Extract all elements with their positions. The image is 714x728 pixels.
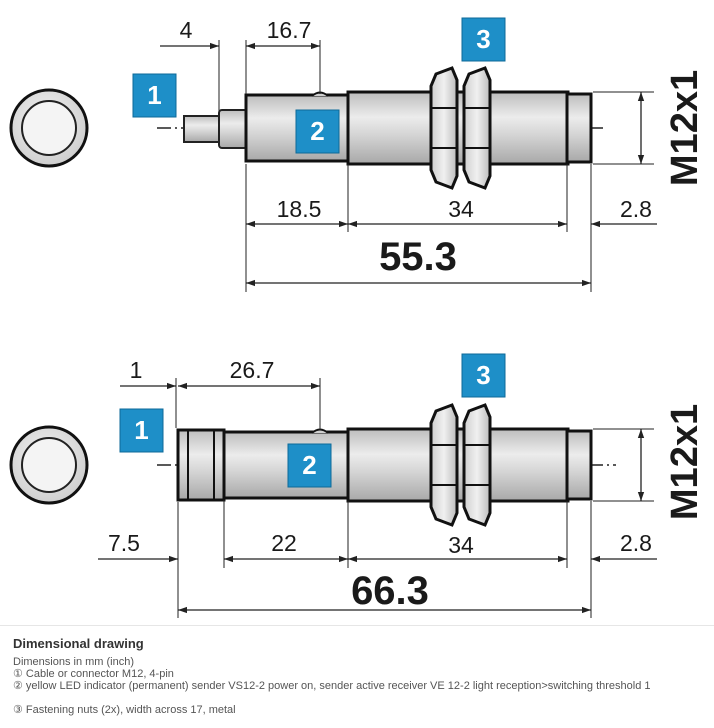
bottom-dim-front-len: 2.8 bbox=[620, 530, 652, 556]
bottom-connector bbox=[178, 430, 224, 500]
top-thread-label: M12x1 bbox=[664, 69, 706, 187]
caption-item-led: ② yellow LED indicator (permanent) sender VS12-2 power on, sender active receiver VE 12-2 light reception>switching threshold 1 bbox=[13, 680, 651, 692]
bottom-led-window bbox=[312, 430, 328, 434]
caption-item-nuts: ③ Fastening nuts (2x), width across 17, metal bbox=[13, 704, 236, 716]
bottom-dim-connector-len: 7.5 bbox=[108, 530, 140, 556]
bottom-badge-nuts bbox=[462, 354, 505, 397]
top-dim-body-rear: 18.5 bbox=[276, 196, 322, 222]
top-dim-pin-len: 4 bbox=[179, 17, 193, 43]
bottom-dim-rear-gap: 1 bbox=[129, 357, 143, 383]
bottom-front-cap bbox=[567, 431, 591, 499]
top-badge-cable bbox=[133, 74, 176, 117]
top-front-cap bbox=[567, 94, 591, 162]
svg-text:2: 2 bbox=[310, 116, 325, 146]
bottom-badge-led bbox=[288, 444, 331, 487]
bottom-dim-body-rear: 22 bbox=[271, 530, 297, 556]
bottom-nut-left bbox=[431, 405, 457, 525]
svg-text:3: 3 bbox=[476, 24, 491, 54]
bottom-nut-right bbox=[464, 405, 490, 525]
svg-text:1: 1 bbox=[134, 415, 149, 445]
top-dim-total: 55.3 bbox=[379, 235, 457, 279]
top-strain-relief bbox=[219, 110, 247, 148]
bottom-badge-cable bbox=[120, 409, 163, 452]
bottom-dim-led-pos: 26.7 bbox=[229, 357, 275, 383]
top-badge-led bbox=[296, 110, 339, 153]
bottom-thread-label: M12x1 bbox=[664, 403, 706, 521]
top-view bbox=[11, 17, 706, 292]
svg-text:2: 2 bbox=[302, 450, 317, 480]
top-badge-nuts bbox=[462, 18, 505, 61]
svg-text:3: 3 bbox=[476, 360, 491, 390]
bottom-dim-total: 66.3 bbox=[351, 569, 429, 613]
top-dim-led-pos: 16.7 bbox=[266, 17, 312, 43]
svg-text:1: 1 bbox=[147, 80, 162, 110]
top-nut-left bbox=[431, 68, 457, 188]
caption-panel bbox=[0, 625, 714, 728]
top-end-view bbox=[11, 90, 87, 166]
bottom-view bbox=[11, 354, 706, 618]
bottom-dim-thread-len: 34 bbox=[448, 532, 474, 558]
bottom-end-view bbox=[11, 427, 87, 503]
caption-item-cable: ① Cable or connector M12, 4-pin bbox=[13, 668, 174, 680]
top-dim-front-len: 2.8 bbox=[620, 196, 652, 222]
top-nut-right bbox=[464, 68, 490, 188]
caption-title: Dimensional drawing bbox=[13, 636, 144, 651]
caption-units: Dimensions in mm (inch) bbox=[13, 656, 135, 668]
top-dim-thread-len: 34 bbox=[448, 196, 474, 222]
